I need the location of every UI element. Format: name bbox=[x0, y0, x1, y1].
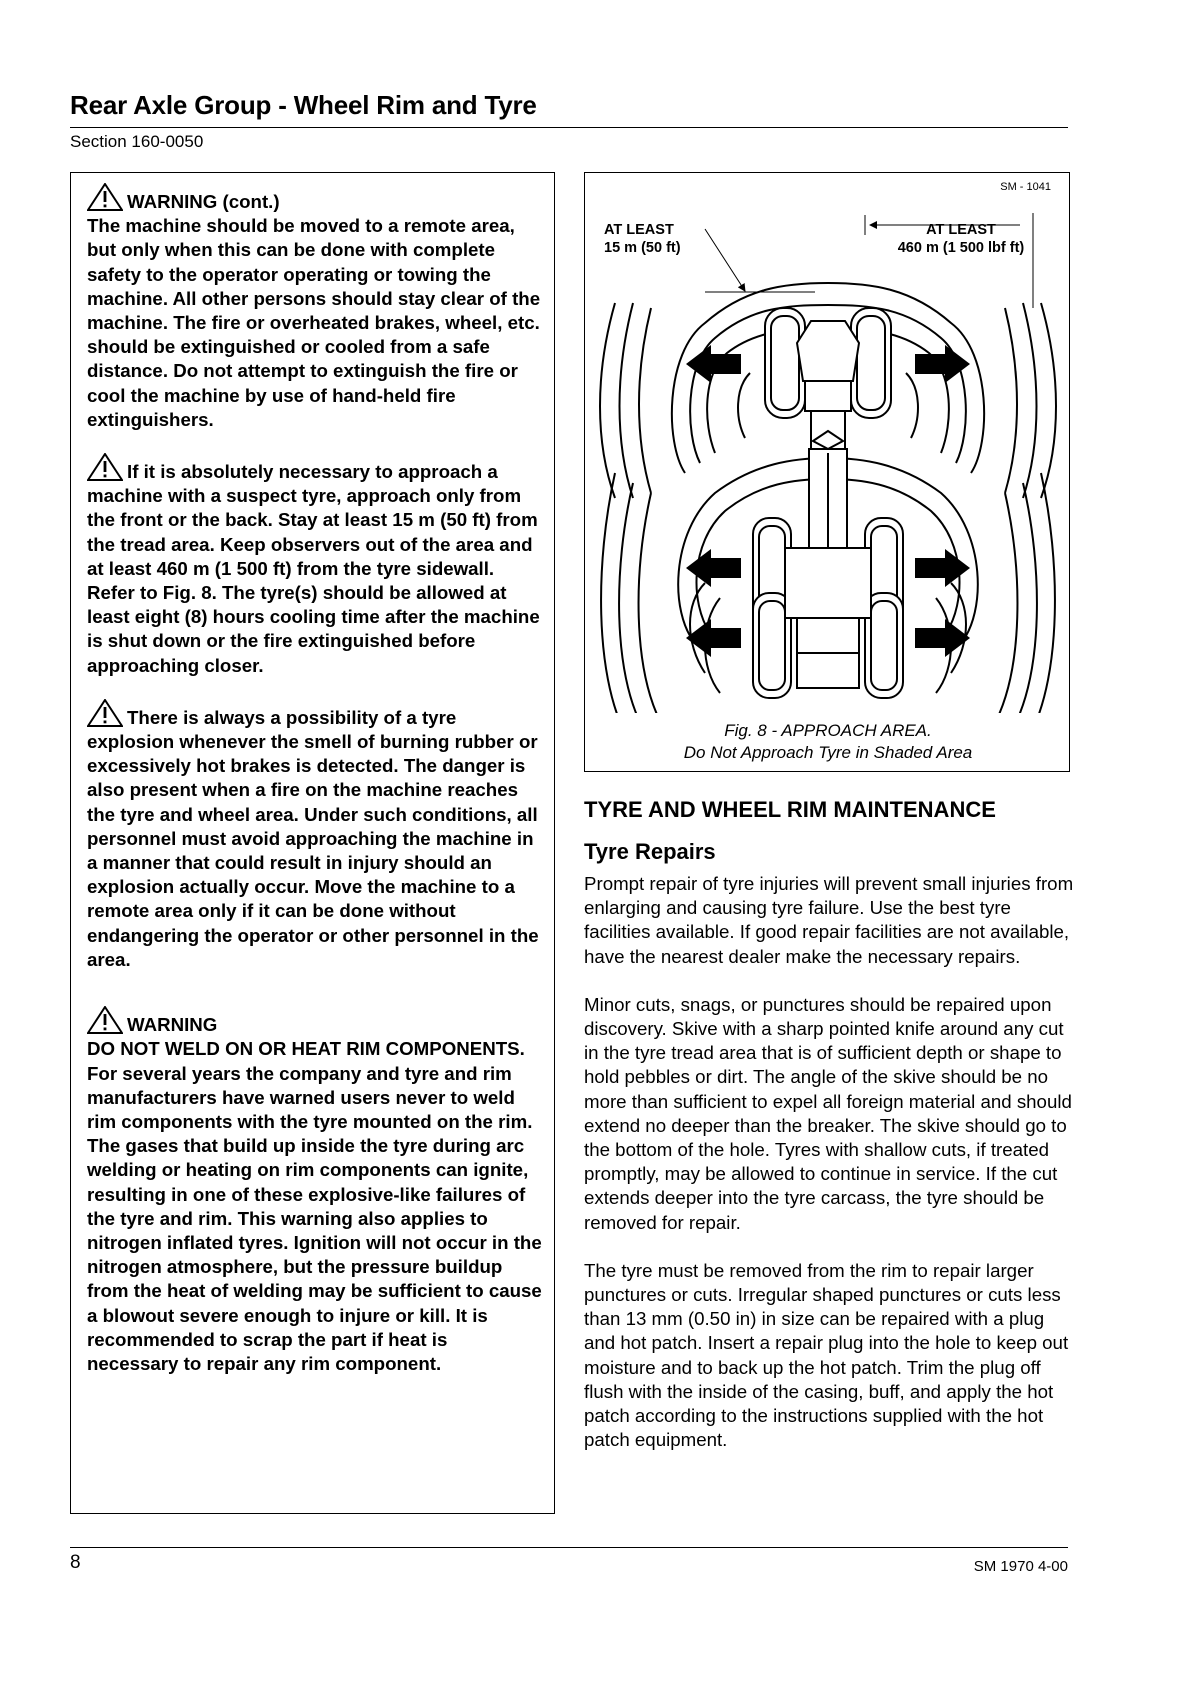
body-paragraph: Prompt repair of tyre injuries will prevent small injuries from enlarging and causing tyre failure. Use the best tyre facilities available. If good repair facilities are not available, have the nearest dealer make the necessary repairs. bbox=[584, 873, 1074, 967]
figure-id: SM - 1041 bbox=[1000, 181, 1051, 193]
warning-content bbox=[87, 183, 543, 1376]
subsection-heading: Tyre Repairs bbox=[584, 839, 716, 864]
warning-paragraph bbox=[87, 453, 543, 678]
section-heading: TYRE AND WHEEL RIM MAINTENANCE bbox=[584, 797, 996, 822]
body-paragraph: The tyre must be removed from the rim to repair larger punctures or cuts. Irregular shaped punctures or cuts less than 13 mm (0.50 in) in size can be repaired with a plug and hot patch. Insert a repair plug into the hole to keep out moisture and to back up the hot patch. Trim the plug off flush with the inside of the casing, buff, and apply the hot patch according to the instructions supplied with the hot patch equipment. bbox=[584, 1259, 1069, 1451]
figure-caption bbox=[585, 720, 1071, 764]
figure-label-line: 15 m (50 ft) bbox=[604, 240, 681, 256]
warning-triangle-icon bbox=[87, 183, 123, 211]
figure-label-side-distance bbox=[891, 221, 1031, 257]
warning-heading bbox=[87, 183, 543, 214]
body-paragraph: Minor cuts, snags, or punctures should be repaired upon discovery. Skive with a sharp pointed knife around any cut in the tyre tread area that is of sufficient depth or shape to hold pebbles or dirt. The angle of the skive should be no more than sufficient to expel all foreign material and should extend no deeper than the breaker. The skive should go to the bottom of the hole. Tyres with shallow cuts, if treated promptly, may be allowed to continue in service. If the cut extends deeper into the tyre carcass, the tyre should be removed for repair. bbox=[584, 993, 1072, 1233]
warning-paragraph-text: If it is absolutely necessary to approach a machine with a suspect tyre, approach only from the front or the back. Stay at least 15 m (50 ft) from the tread area. Keep observers out of the area and at least 460 m (1 500 ft) from the tyre sidewall. Refer to Fig. 8. The tyre(s) should be allowed at least eight (8) hours cooling time after the machine is shut down or the fire extinguished before approaching closer. bbox=[87, 461, 540, 676]
title-divider bbox=[70, 127, 1068, 128]
figure-label-line: 460 m (1 500 lbf ft) bbox=[897, 240, 1025, 256]
footer-divider bbox=[70, 1547, 1068, 1548]
warning-heading bbox=[87, 1006, 543, 1037]
figure-label-line: AT LEAST bbox=[926, 222, 996, 238]
warning-heading-text: WARNING bbox=[127, 1014, 218, 1036]
figure-caption-line: Fig. 8 - APPROACH AREA. bbox=[724, 721, 932, 740]
warning-paragraph: DO NOT WELD ON OR HEAT RIM COMPONENTS. For several years the company and tyre and rim manufacturers have warned users never to weld rim components with the tyre mounted on the rim. The gases that build up inside the tyre during arc welding or heating on rim components can ignite, resulting in one of these explosive-like failures of the tyre and rim. This warning also applies to nitrogen inflated tyres. Ignition will not occur in the nitrogen atmosphere, but the pressure buildup from the heat of welding may be sufficient to cause a blowout severe enough to injure or kill. It is recommended to scrap the part if heat is necessary to repair any rim component. bbox=[87, 1038, 542, 1374]
warning-paragraph: The machine should be moved to a remote area, but only when this can be done with complete safety to the operator operating or towing the machine. All other persons should stay clear of the machine. The fire or overheated brakes, wheel, etc. should be extinguished or cooled from a safe distance. Do not attempt to extinguish the fire or cool the machine by use of hand-held fire extinguishers. bbox=[87, 215, 541, 430]
page-number: 8 bbox=[70, 1552, 81, 1573]
warning-triangle-icon bbox=[87, 453, 123, 481]
page-title: Rear Axle Group - Wheel Rim and Tyre bbox=[70, 90, 537, 120]
figure-box bbox=[584, 172, 1070, 772]
warning-paragraph bbox=[87, 699, 543, 972]
section-number: Section 160-0050 bbox=[70, 132, 204, 151]
warning-heading-text: WARNING (cont.) bbox=[127, 191, 280, 212]
figure-label-line: AT LEAST bbox=[604, 222, 674, 238]
figure-label-front-back-distance bbox=[604, 221, 681, 257]
warning-box bbox=[70, 172, 555, 1514]
warning-triangle-icon bbox=[87, 1006, 123, 1034]
maintenance-section bbox=[584, 796, 1074, 1476]
figure-caption-line: Do Not Approach Tyre in Shaded Area bbox=[683, 743, 973, 762]
warning-triangle-icon bbox=[87, 699, 123, 727]
document-code: SM 1970 4-00 bbox=[973, 1558, 1068, 1575]
warning-paragraph-text: There is always a possibility of a tyre explosion whenever the smell of burning rubber or excessively hot brakes is detected. The danger is also present when a fire on the machine reaches the tyre and wheel area. Under such conditions, all personnel must avoid approaching the machine in a manner that could result in injury should an explosion actually occur. Move the machine to a remote area only if it can be done without endangering the operator or other personnel in the area. bbox=[87, 706, 539, 970]
